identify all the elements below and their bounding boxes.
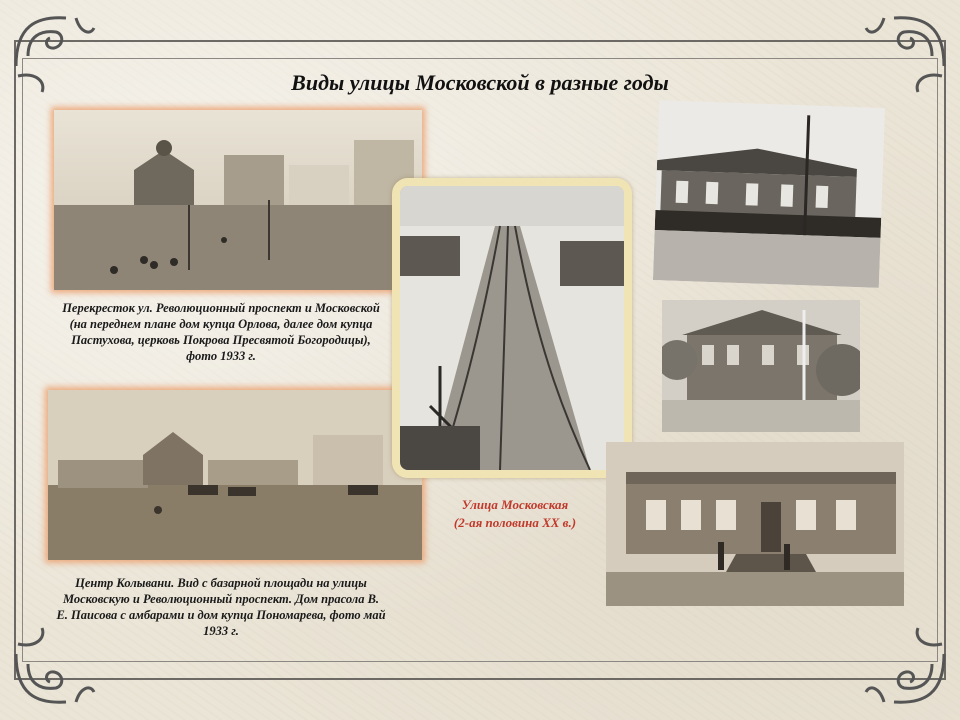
caption-moscow-street-line2: (2-ая половина XX в.)	[453, 515, 577, 530]
caption-moscow-street-line1: Улица Московская	[461, 497, 569, 512]
photo-house-2	[662, 300, 860, 432]
slide-title: Виды улицы Московской в разные годы	[291, 70, 669, 95]
photo-house-3	[606, 442, 904, 606]
photo-crossroads-1933	[54, 110, 422, 290]
caption-crossroads: Перекресток ул. Революционный проспект и Московской (на переднем плане дом купца Орлова, далее дом купца Пастухова, церковь Покрова Пресвятой Богородицы), фото 1933 г.	[62, 301, 380, 363]
photo-moscow-street-winter	[392, 178, 632, 478]
photo-house-1	[653, 100, 885, 288]
caption-moscow-street	[420, 496, 610, 532]
photo-kolyvan-center-1933	[48, 390, 422, 560]
ornament-bottom-right-icon	[864, 624, 954, 714]
caption-kolyvan-center: Центр Колывани. Вид с базарной площади на улицы Московскую и Революционный проспект. Дом прасола В. Е. Паисова с амбарами и дом купца Пономарева, фото май 1933 г.	[56, 576, 386, 638]
